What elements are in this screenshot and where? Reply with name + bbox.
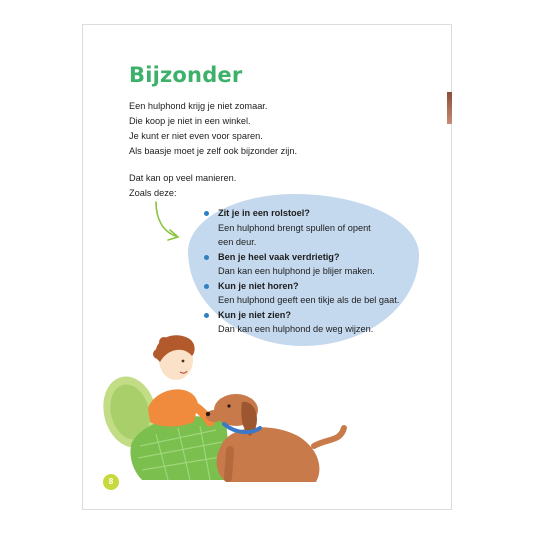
answer-line: Dan kan een hulphond de weg wijzen.: [218, 324, 374, 334]
answer-line: Een hulphond brengt spullen of opent: [218, 222, 371, 233]
answer-line: Dan kan een hulphond je blijer maken.: [218, 266, 375, 276]
answer-line: een deur.: [218, 237, 257, 247]
question-text: Kun je niet horen?: [218, 280, 299, 291]
question-text: Ben je heel vaak verdrietig?: [218, 251, 340, 262]
question-text: Kun je niet zien?: [218, 309, 291, 320]
list-item: [204, 279, 399, 308]
bullet-dot-icon: [204, 284, 209, 289]
intro-line: Als baasje moet je zelf ook bijzonder zijn.: [129, 146, 298, 156]
page-number-badge: 8: [103, 474, 119, 490]
bullet-dot-icon: [204, 255, 209, 260]
qa-list: [204, 206, 399, 337]
question-text: Zit je in een rolstoel?: [218, 208, 310, 218]
page-title: Bijzonder: [129, 63, 243, 87]
intro-paragraph: [129, 99, 297, 159]
bullet-dot-icon: [204, 313, 209, 318]
page-edge-tab: [447, 92, 452, 124]
lead-line: Zoals deze:: [129, 188, 177, 198]
intro-line: Een hulphond krijg je niet zomaar.: [129, 101, 268, 111]
intro-line: Je kunt er niet even voor sparen.: [129, 131, 263, 141]
lead-line: Dat kan op veel manieren.: [129, 173, 237, 183]
child-and-dog-illustration: [96, 330, 352, 486]
intro-line: Die koop je niet in een winkel.: [129, 116, 251, 126]
curved-arrow-icon: [150, 200, 186, 244]
list-item: [204, 206, 399, 250]
bullet-dot-icon: [204, 211, 209, 216]
answer-line: Een hulphond geeft een tikje als de bel gaat.: [218, 295, 400, 305]
list-item: [204, 250, 399, 279]
lead-paragraph: [129, 171, 236, 201]
